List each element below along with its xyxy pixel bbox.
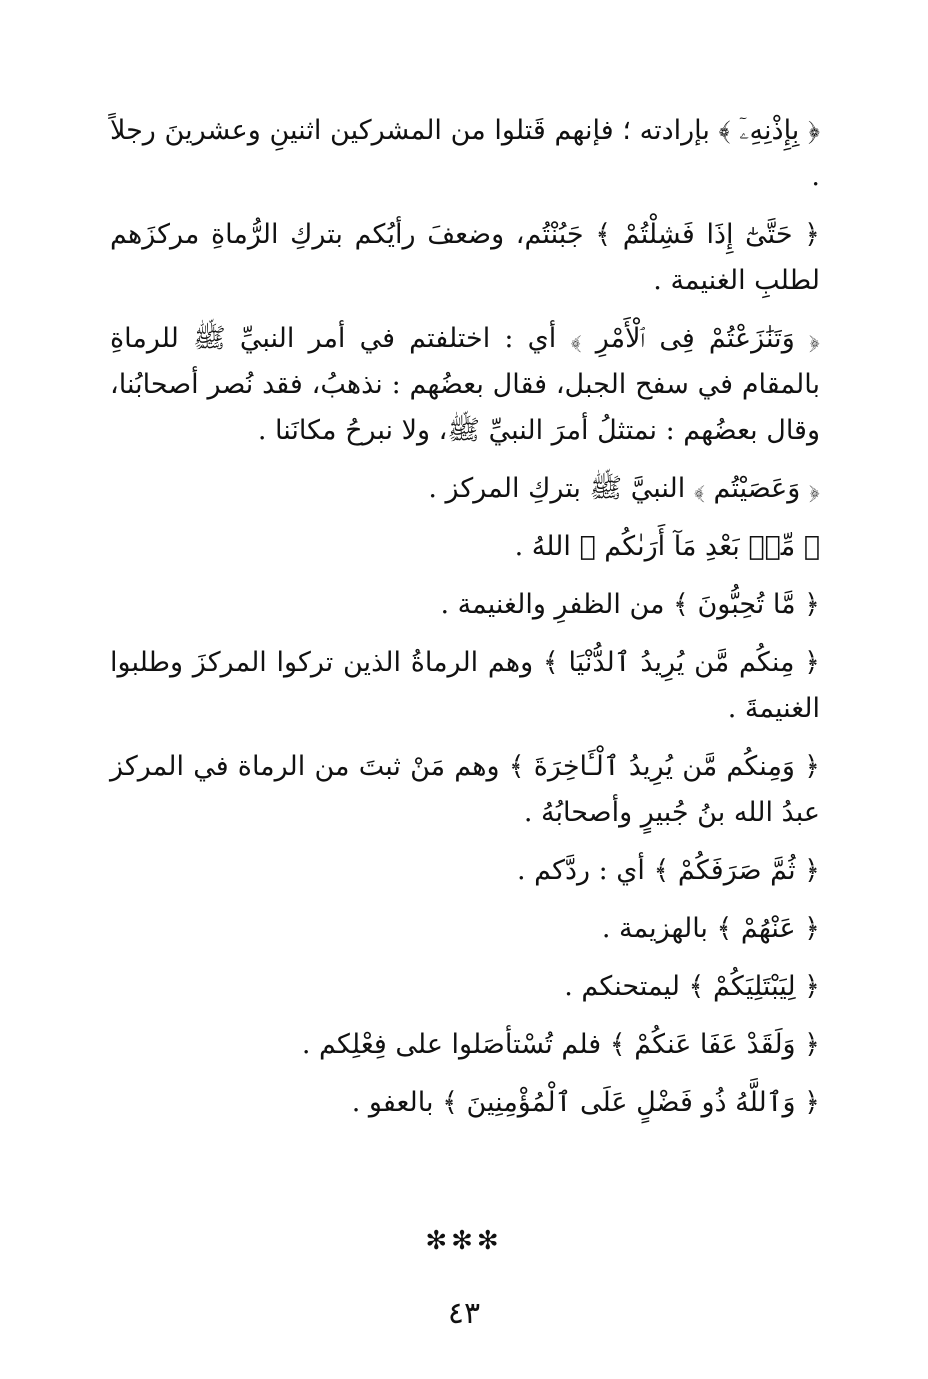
paragraph-7: ﴿ مِنكُم مَّن يُرِيدُ ٱلدُّنْيَا ﴾ وهم الرماةُ الذين تركوا المركزَ وطلبوا الغنيمةَ . <box>110 647 820 724</box>
paragraph-12: ﴿ وَلَقَدْ عَفَا عَنكُمْ ﴾ فلم تُسْتأصَلوا على فِعْلِكم . <box>301 1029 820 1060</box>
paragraph-11: ﴿ لِيَبْتَلِيَكُمْ ﴾ ليمتحنكم . <box>564 971 820 1002</box>
section-separator: ✻✻✻ <box>425 1226 503 1256</box>
paragraph-8: ﴿ وَمِنكُم مَّن يُرِيدُ ٱلْـَٔاخِرَةَ ﴾ وهم مَنْ ثبتَ من الرماة في المركز عبدُ الله بنُ جُبيرٍ وأصحابُهُ . <box>110 751 820 828</box>
paragraph-1: ﴿ بِإِذْنِهِۦٓ ﴾ بإرادته ؛ فإنهم قَتلوا من المشركين اثنينِ وعشرينَ رجلاً . <box>110 115 820 192</box>
page-number: ٤٣ <box>447 1296 481 1331</box>
paragraph-6: ﴿ مَّا تُحِبُّونَ ﴾ من الظفرِ والغنيمة . <box>440 589 820 620</box>
paragraph-3: ﴿ وَتَنَٰزَعْتُمْ فِى ٱلْأَمْرِ ﴾ أي : اختلفتم في أمر النبيِّ ﷺ للرماةِ بالمقام في سفح الجبل، فقال بعضُهم : نذهبُ، فقد نُصر أصحابُنا، وقال بعضُهم : نمتثلُ أمرَ النبيِّ ﷺ، ولا نبرحُ مكانَنا . <box>110 323 820 446</box>
paragraph-5: ﴿ مِّنۢ بَعْدِ مَآ أَرَىٰكُم ﴾ اللهُ . <box>514 531 820 562</box>
paragraph-4: ﴿ وَعَصَيْتُم ﴾ النبيَّ ﷺ بتركِ المركز . <box>428 473 820 504</box>
paragraph-2: ﴿ حَتَّىٰٓ إِذَا فَشِلْتُمْ ﴾ جَبُنْتُم، وضعفَ رأيُكم بتركِ الرُّماةِ مركزَهم لطلبِ الغنيمة . <box>110 219 820 296</box>
page-body <box>110 108 820 1138</box>
paragraph-10: ﴿ عَنْهُمْ ﴾ بالهزيمة . <box>601 913 820 944</box>
paragraph-9: ﴿ ثُمَّ صَرَفَكُمْ ﴾ أي : ردَّكم . <box>516 855 820 886</box>
paragraph-13: ﴿ وَٱللَّهُ ذُو فَضْلٍ عَلَى ٱلْمُؤْمِنِينَ ﴾ بالعفو . <box>351 1087 820 1118</box>
